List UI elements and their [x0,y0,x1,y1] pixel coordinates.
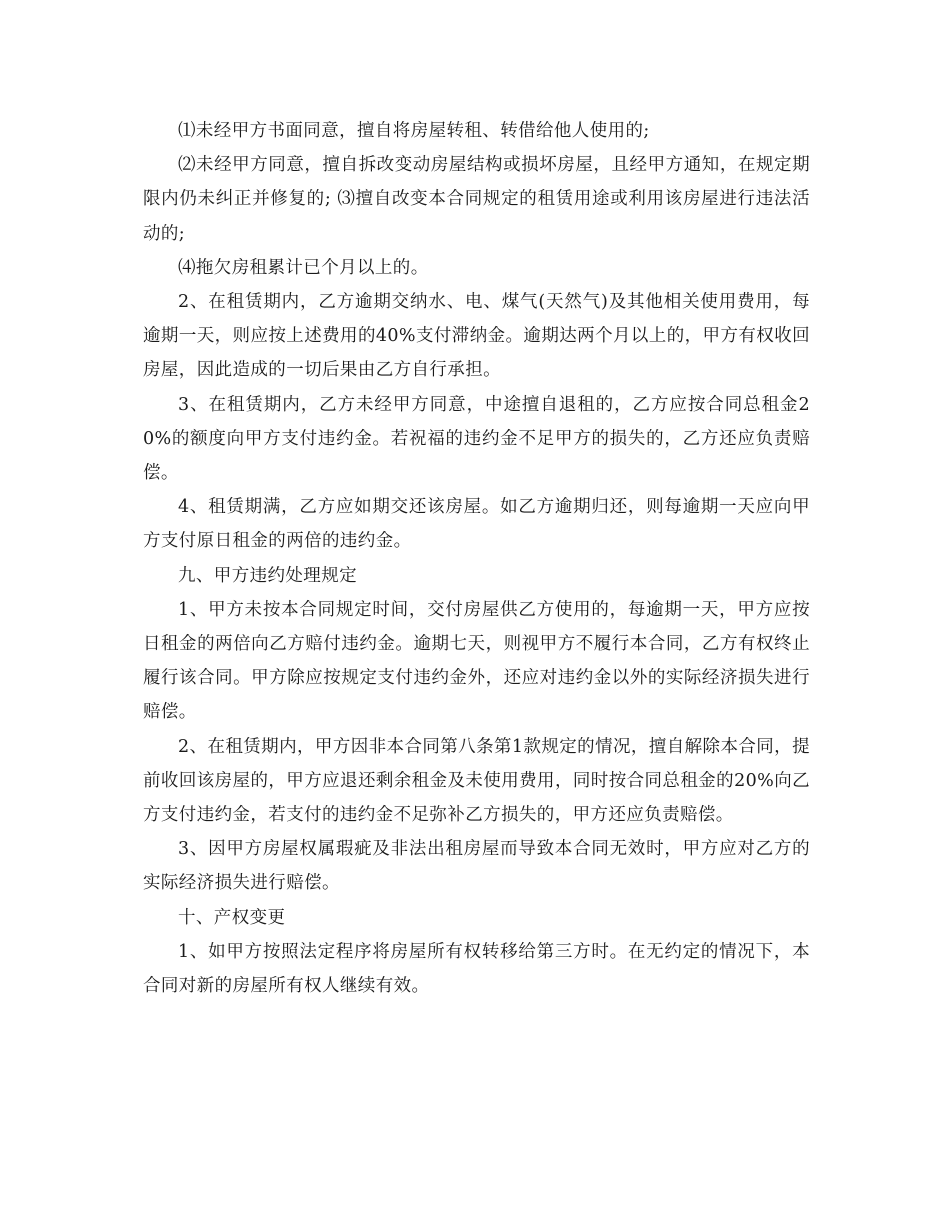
section-heading-landlord-breach: 九、甲方违约处理规定 [178,565,357,586]
clause-ownership-transfer: 1、如甲方按照法定程序将房屋所有权转移给第三方时。在无约定的情况下，本合同对新的房屋所有权人继续有效。 [143,941,810,997]
clause-structure-change: ⑵未经甲方同意，擅自拆改变动房屋结构或损坏房屋，且经甲方通知，在规定期限内仍未纠正并修复的; ⑶擅自改变本合同规定的租赁用途或利用该房屋进行违法活动的; [143,155,810,244]
clause-early-termination-tenant: 3、在租赁期内，乙方未经甲方同意，中途擅自退租的，乙方应按合同总租金20%的额度向甲方支付违约金。若祝福的违约金不足甲方的损失的，乙方还应负责赔偿。 [143,394,810,484]
clause-overdue-return: 4、租赁期满，乙方应如期交还该房屋。如乙方逾期归还，则每逾期一天应向甲方支付原日租金的两倍的违约金。 [143,497,810,552]
clause-rent-arrears: ⑷拖欠房租累计已个月以上的。 [178,257,429,278]
document-page [143,114,810,1003]
clause-sublease: ⑴未经甲方书面同意，擅自将房屋转租、转借给他人使用的; [178,121,650,141]
section-heading-ownership-change: 十、产权变更 [178,907,286,928]
clause-late-delivery: 1、甲方未按本合同规定时间，交付房屋供乙方使用的，每逾期一天，甲方应按日租金的两倍向乙方赔付违约金。逾期七天，则视甲方不履行本合同，乙方有权终止履行该合同。甲方除应按规定支付违约金外，还应对违约金以外的实际经济损失进行赔偿。 [143,599,810,723]
clause-early-termination-landlord: 2、在租赁期内，甲方因非本合同第八条第1款规定的情况，擅自解除本合同，提前收回该房屋的，甲方应退还剩余租金及未使用费用，同时按合同总租金的20%向乙方支付违约金，若支付的违约金不足弥补乙方损失的，甲方还应负责赔偿。 [143,736,810,826]
clause-title-defect: 3、因甲方房屋权属瑕疵及非法出租房屋而导致本合同无效时，甲方应对乙方的实际经济损失进行赔偿。 [143,839,810,894]
clause-late-fees: 2、在租赁期内，乙方逾期交纳水、电、煤气(天然气)及其他相关使用费用，每逾期一天，则应按上述费用的40%支付滞纳金。逾期达两个月以上的，甲方有权收回房屋，因此造成的一切后果由乙方自行承担。 [143,292,810,381]
